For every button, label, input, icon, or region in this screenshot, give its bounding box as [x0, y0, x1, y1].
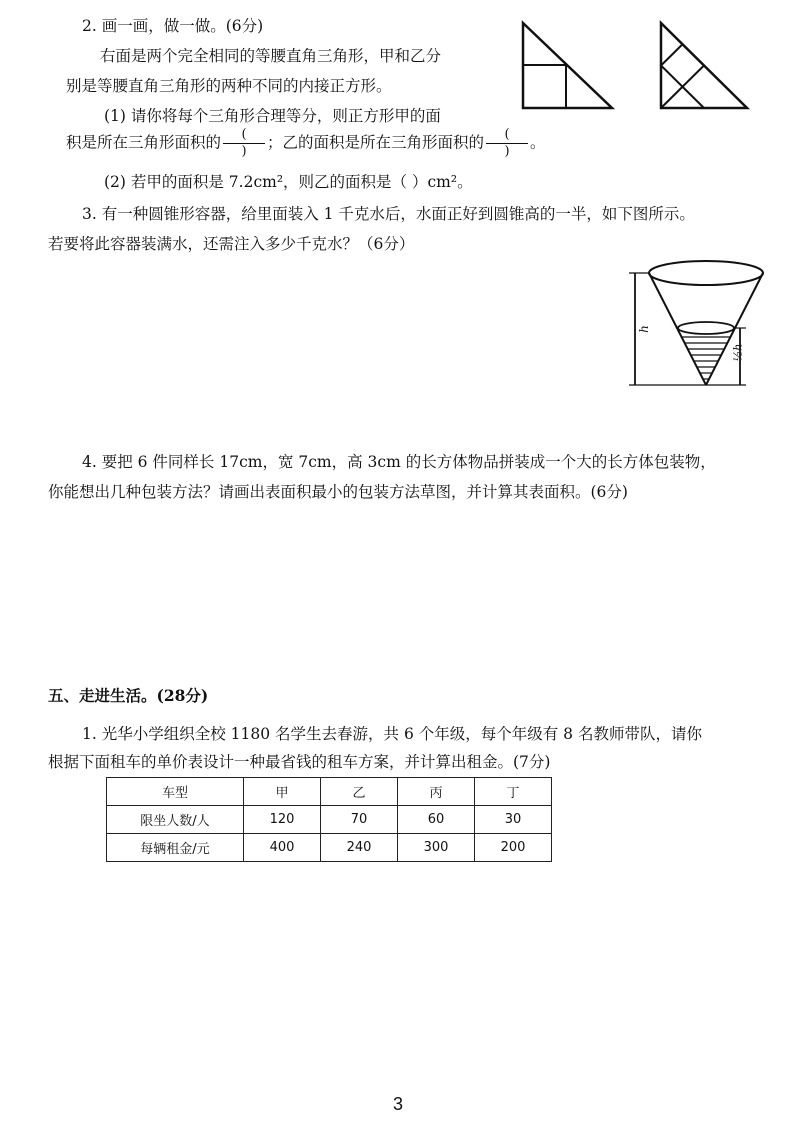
table-cell: 240	[321, 834, 398, 862]
fraction-denominator-blank: )	[241, 144, 247, 159]
q2-intro-line1: 右面是两个完全相同的等腰直角三角形，甲和乙分	[100, 47, 442, 65]
table-cell: 300	[398, 834, 475, 862]
q4-line2: 你能想出几种包装方法？请画出表面积最小的包装方法草图，并计算其表面积。(6分)	[48, 483, 628, 501]
q2-part1-text-a: 积是所在三角形面积的	[66, 133, 222, 152]
table-cell: 120	[244, 806, 321, 834]
s5-q1-line1: 1. 光华小学组织全校 1180 名学生去春游，共 6 个年级，每个年级有 8 名教师带队，请你	[82, 725, 702, 743]
page-number: 3	[393, 1094, 404, 1114]
table-cell: 限坐人数/人	[107, 806, 244, 834]
fraction-answer-blank-jia[interactable]	[223, 128, 265, 159]
fraction-numerator-blank: (	[504, 127, 510, 142]
bus-rental-price-table	[106, 777, 552, 862]
fraction-denominator-blank: )	[504, 144, 510, 159]
q2-part1-line1: (1) 请你将每个三角形合理等分，则正方形甲的面	[104, 107, 441, 125]
table-row	[107, 806, 552, 834]
section-5-title: 五、走进生活。(28分)	[48, 686, 209, 705]
q2-part2: (2) 若甲的面积是 7.2cm²，则乙的面积是（ ）cm²。	[104, 173, 473, 191]
table-cell: 400	[244, 834, 321, 862]
triangle-jia-figure	[520, 20, 620, 115]
table-cell: 70	[321, 806, 398, 834]
table-header-row	[107, 778, 552, 806]
q3-line2: 若要将此容器装满水，还需注入多少千克水？（6分）	[48, 235, 415, 253]
table-row	[107, 834, 552, 862]
table-cell: 每辆租金/元	[107, 834, 244, 862]
q4-line1: 4. 要把 6 件同样长 17cm，宽 7cm，高 3cm 的长方体物品拼装成一个大的长方体包装物，	[82, 453, 716, 471]
q2-part1-text-b: ；乙的面积是所在三角形面积的	[267, 133, 485, 152]
table-header-cell: 车型	[107, 778, 244, 806]
label-height-h: h	[636, 325, 651, 333]
table-header-cell: 乙	[321, 778, 398, 806]
label-half-height: ½h	[731, 343, 745, 362]
q2-title: 2. 画一画，做一做。(6分)	[82, 17, 264, 35]
fraction-numerator-blank: (	[241, 127, 247, 142]
triangle-yi-figure	[655, 20, 755, 115]
s5-q1-line2: 根据下面租车的单价表设计一种最省钱的租车方案，并计算出租金。(7分)	[48, 753, 551, 771]
table-header-cell: 丁	[475, 778, 552, 806]
fraction-answer-blank-yi[interactable]	[486, 128, 528, 159]
inner-square-yi	[661, 44, 704, 87]
table-header-cell: 甲	[244, 778, 321, 806]
table-header-cell: 丙	[398, 778, 475, 806]
q3-line1: 3. 有一种圆锥形容器，给里面装入 1 千克水后，水面正好到圆锥高的一半，如下图所示。	[82, 205, 695, 223]
q2-part1-line2	[66, 128, 546, 159]
q2-intro-line2: 别是等腰直角三角形的两种不同的内接正方形。	[66, 77, 392, 95]
water-hatching	[681, 337, 731, 379]
q2-part1-text-c: 。	[530, 133, 546, 152]
table-cell: 30	[475, 806, 552, 834]
table-cell: 200	[475, 834, 552, 862]
table-cell: 60	[398, 806, 475, 834]
